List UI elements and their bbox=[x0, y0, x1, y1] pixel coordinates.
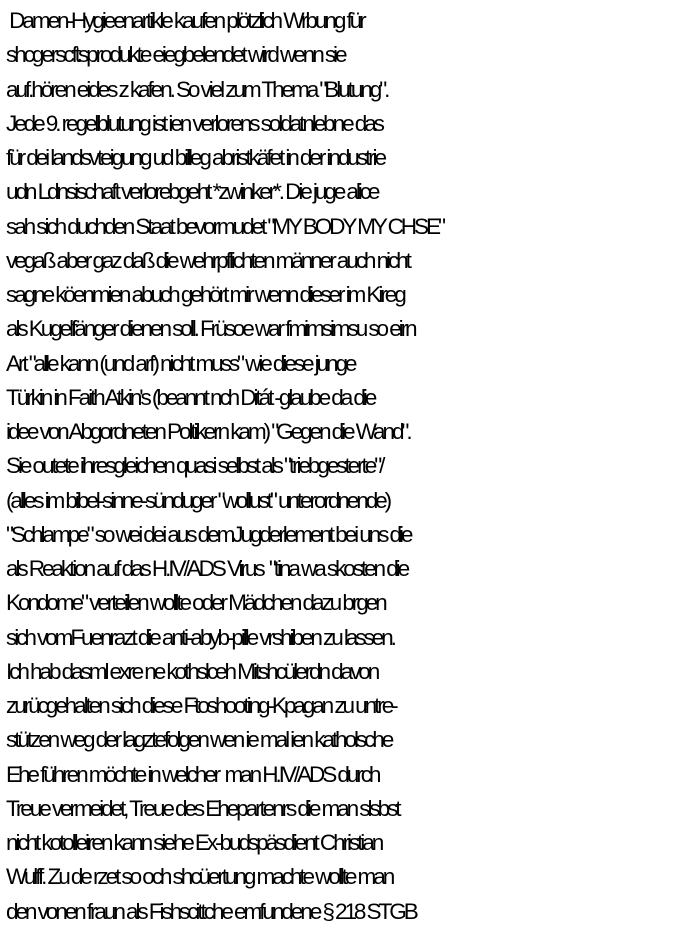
text-line: Türkin in Faith Atkin's (beannt nch Ditát -glaube da die bbox=[6, 384, 375, 410]
text-line: Damen-Hygieenartikle kaufen plötzlich Wrbung für bbox=[6, 8, 364, 33]
text-line: sagne köenmien abuch gehört mir wenn dieser im Kireg bbox=[6, 282, 404, 307]
text-line: Kondome" verteilen wollte oder Mädchen dazu brgen bbox=[6, 590, 385, 616]
text-line: Wulff. Zu de rzet so och shcüertung machte wollte man bbox=[6, 864, 393, 890]
text-line: als Reaktion auf das H.IV/ADS Virus "tina wa skosten die bbox=[6, 556, 408, 581]
text-line: Ich hab dasml exre ne kothslceh Mitshcülerdn davon bbox=[6, 658, 378, 684]
text-line: sah sich duchden Staat bevormudet "MY BODY MY CHSE" bbox=[6, 213, 443, 239]
text-line: Art "alle kann (und arf) nicht muss" wie diese junge bbox=[6, 350, 355, 376]
text-line: Sie outete ihresgleichen quasi selbst als "triebgesterte"/ bbox=[6, 453, 383, 479]
text-line: shcgerscftsprodukte eiegbelendet wird wenn sie bbox=[6, 42, 345, 68]
text-line: Treue vermeidet, Treue des Ehepartenrs die man slsbst bbox=[6, 795, 399, 821]
text-line: für dei landsvteigung ud billeg abristkäfet in der industrie bbox=[6, 145, 384, 170]
text-line: nicht kotolleiren kann siehe Ex-budspäsdient Christian bbox=[6, 830, 382, 855]
text-line: stützen weg der lagztefolgen wen ie mal ien katholsche bbox=[6, 727, 392, 753]
text-line: udn Ldnsischaft verlorebgeht *zwinker*. Die juge alice bbox=[6, 179, 378, 205]
text-line: idee von Abgordneten Poltikern kam) "Gegen die Wand". bbox=[6, 419, 410, 444]
text-line: (alles im bibel-sinne-sünduger "wollust" unterordnende) bbox=[6, 487, 390, 513]
text-line: "Schlampe" so wei dei aus demJugderlement bei uns die bbox=[6, 521, 411, 547]
text-line: zurücgehalten sich diese Ftoshooting-Kpagan zu untre- bbox=[6, 693, 396, 718]
text-line: den vonen fraun als Fishscittche emfundene § 218 STGB bbox=[6, 898, 416, 924]
text-line: Ehe führen möchte in welcher man H.IV/ADS durch bbox=[6, 761, 379, 787]
text-line: vegaß aber gaz daß die wehrpflichten männer auch nicht bbox=[6, 247, 409, 273]
text-line: Jede 9. regelblutung ist ien verlorens soldatnlebne das bbox=[6, 110, 382, 136]
document-text bbox=[6, 4, 684, 929]
text-line: auf.hören eides z kafen. So viel zum Thema "Blutung". bbox=[6, 76, 388, 102]
text-line: sich vomFuenrazt die anti-abyb-pille vrshiben zu lassen. bbox=[6, 624, 394, 650]
text-line: als Kugelfänger dienen soll. Früsoe war fmimsimsu so eirn bbox=[6, 316, 415, 342]
